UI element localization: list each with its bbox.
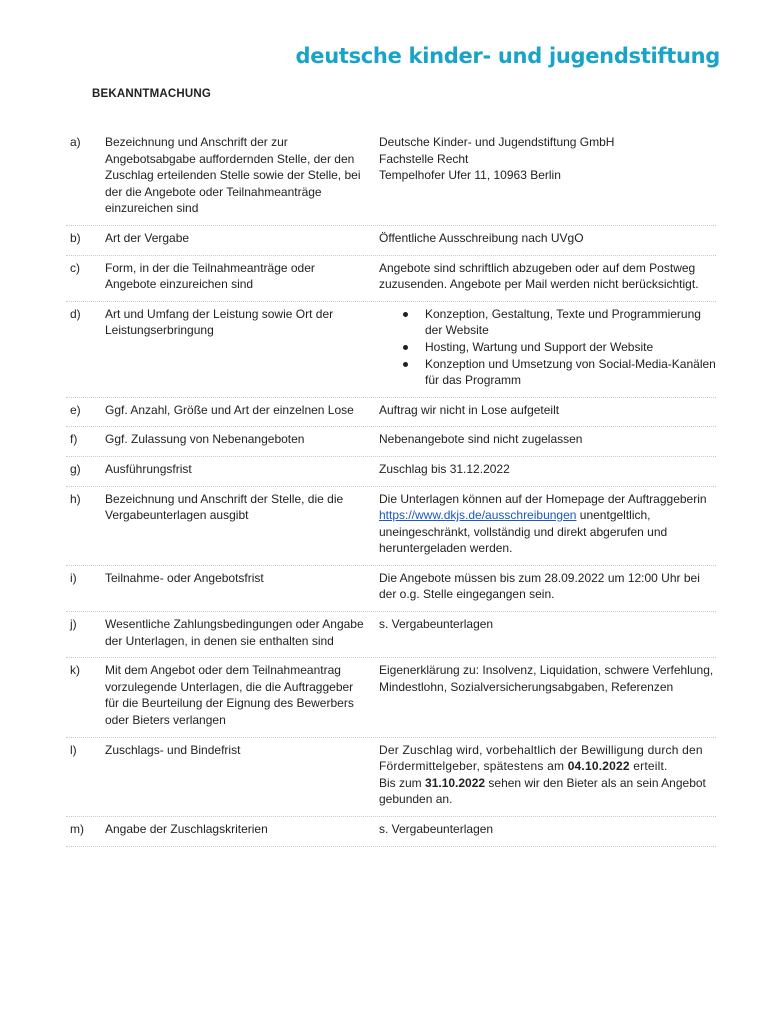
value-line: Fachstelle Recht bbox=[379, 151, 469, 166]
table-row-b bbox=[66, 226, 716, 256]
value-text: unentgeltlich, uneingeschränkt, vollständig und direkt abgerufen und heruntergeladen werden. bbox=[379, 508, 668, 556]
table-row-d bbox=[66, 302, 716, 398]
dkjs-logo: deutsche kinder- und jugendstiftung bbox=[295, 44, 720, 68]
row-value bbox=[379, 742, 716, 808]
value-paragraph bbox=[379, 742, 716, 775]
row-value: Öffentliche Ausschreibung nach UVgO bbox=[379, 230, 584, 245]
row-label: Zuschlags- und Bindefrist bbox=[105, 742, 241, 757]
row-label: Ggf. Zulassung von Nebenangeboten bbox=[105, 432, 305, 447]
row-label: Bezeichnung und Anschrift der zur Angebotsabgabe auffordernden Stelle, der den Zuschlag erteilenden Stelle sowie der Stelle, bei der die Angebote oder Teilnahmeanträge einzureichen sind bbox=[105, 135, 361, 216]
row-letter: g) bbox=[70, 461, 81, 476]
row-value bbox=[379, 134, 716, 217]
row-label: Ggf. Anzahl, Größe und Art der einzelnen Lose bbox=[105, 402, 354, 417]
row-label: Art der Vergabe bbox=[105, 230, 190, 245]
row-label: Bezeichnung und Anschrift der Stelle, die die Vergabeunterlagen ausgibt bbox=[105, 491, 344, 523]
row-value: s. Vergabeunterlagen bbox=[379, 617, 494, 632]
announcement-table bbox=[66, 130, 716, 847]
table-row-k bbox=[66, 658, 716, 737]
row-letter: c) bbox=[70, 260, 80, 275]
row-value: Auftrag wir nicht in Lose aufgeteilt bbox=[379, 402, 560, 417]
value-text: Die Unterlagen können auf der Homepage der Auftraggeberin bbox=[379, 491, 707, 506]
row-letter: b) bbox=[70, 230, 81, 245]
row-letter: k) bbox=[70, 663, 80, 678]
row-label: Art und Umfang der Leistung sowie Ort der Leistungserbringung bbox=[105, 306, 334, 338]
table-row-c bbox=[66, 256, 716, 302]
row-label: Wesentliche Zahlungsbedingungen oder Angabe der Unterlagen, in denen sie enthalten sind bbox=[105, 617, 364, 648]
table-row-h bbox=[66, 487, 716, 566]
row-label: Form, in der die Teilnahmeanträge oder Angebote einzureichen sind bbox=[105, 260, 315, 292]
date-bold: 04.10.2022 bbox=[567, 759, 630, 774]
row-value: Zuschlag bis 31.12.2022 bbox=[379, 461, 510, 476]
row-label: Mit dem Angebot oder dem Teilnahmeantrag vorzulegende Unterlagen, die die Auftraggeber für die Beurteilung der Eignung des Bewerbers oder Bieters verlangen bbox=[105, 663, 354, 728]
row-letter: j) bbox=[70, 617, 77, 632]
row-letter: d) bbox=[70, 306, 81, 321]
table-row-e bbox=[66, 398, 716, 428]
list-item: Hosting, Wartung und Support der Website bbox=[379, 339, 716, 356]
table-row-g bbox=[66, 457, 716, 487]
bullet-list bbox=[379, 306, 716, 389]
value-line: Deutsche Kinder- und Jugendstiftung GmbH bbox=[379, 135, 615, 149]
list-item: Konzeption und Umsetzung von Social-Media-Kanälen für das Programm bbox=[379, 356, 716, 389]
row-value bbox=[379, 306, 716, 389]
row-letter: a) bbox=[70, 135, 81, 149]
row-label: Teilnahme- oder Angebotsfrist bbox=[105, 570, 264, 585]
row-letter: l) bbox=[70, 742, 77, 757]
table-row-j bbox=[66, 612, 716, 658]
row-value: Nebenangebote sind nicht zugelassen bbox=[379, 432, 583, 447]
date-bold: 31.10.2022 bbox=[425, 775, 486, 790]
row-letter: i) bbox=[70, 570, 77, 585]
table-row-i bbox=[66, 566, 716, 612]
table-row-a bbox=[66, 130, 716, 226]
row-label: Angabe der Zuschlagskriterien bbox=[105, 822, 268, 836]
value-text: sehen wir den Bieter als an sein Angebot gebunden an. bbox=[379, 775, 706, 807]
value-text: Bis zum bbox=[379, 775, 426, 790]
row-label: Ausführungsfrist bbox=[105, 461, 192, 476]
value-text: Der Zuschlag wird, vorbehaltlich der Bewilligung durch den Fördermittelgeber, spätestens am bbox=[379, 742, 703, 774]
row-value bbox=[379, 491, 716, 557]
table-row-f bbox=[66, 427, 716, 457]
row-letter: f) bbox=[70, 432, 78, 447]
row-value: s. Vergabeunterlagen bbox=[379, 822, 494, 836]
row-letter: m) bbox=[70, 822, 84, 836]
row-value: Die Angebote müssen bis zum 28.09.2022 um 12:00 Uhr bei der o.g. Stelle eingegangen sein. bbox=[379, 570, 700, 602]
ausschreibungen-link[interactable]: https://www.dkjs.de/ausschreibungen bbox=[379, 508, 577, 523]
row-value: Angebote sind schriftlich abzugeben oder auf dem Postweg zuzusenden. Angebote per Mail werden nicht berücksichtigt. bbox=[379, 260, 699, 292]
row-value: Eigenerklärung zu: Insolvenz, Liquidation, schwere Verfehlung, Mindestlohn, Sozialversicherungsabgaben, Referenzen bbox=[379, 663, 714, 694]
value-text: erteilt. bbox=[629, 759, 668, 774]
list-item: Konzeption, Gestaltung, Texte und Programmierung der Website bbox=[379, 306, 716, 339]
table-row-l bbox=[66, 738, 716, 817]
row-letter: e) bbox=[70, 402, 81, 417]
row-letter: h) bbox=[70, 491, 81, 506]
value-line: Tempelhofer Ufer 11, 10963 Berlin bbox=[379, 168, 561, 183]
page-title: BEKANNTMACHUNG bbox=[92, 88, 212, 100]
table-row-m bbox=[66, 817, 716, 847]
value-paragraph bbox=[379, 775, 716, 808]
